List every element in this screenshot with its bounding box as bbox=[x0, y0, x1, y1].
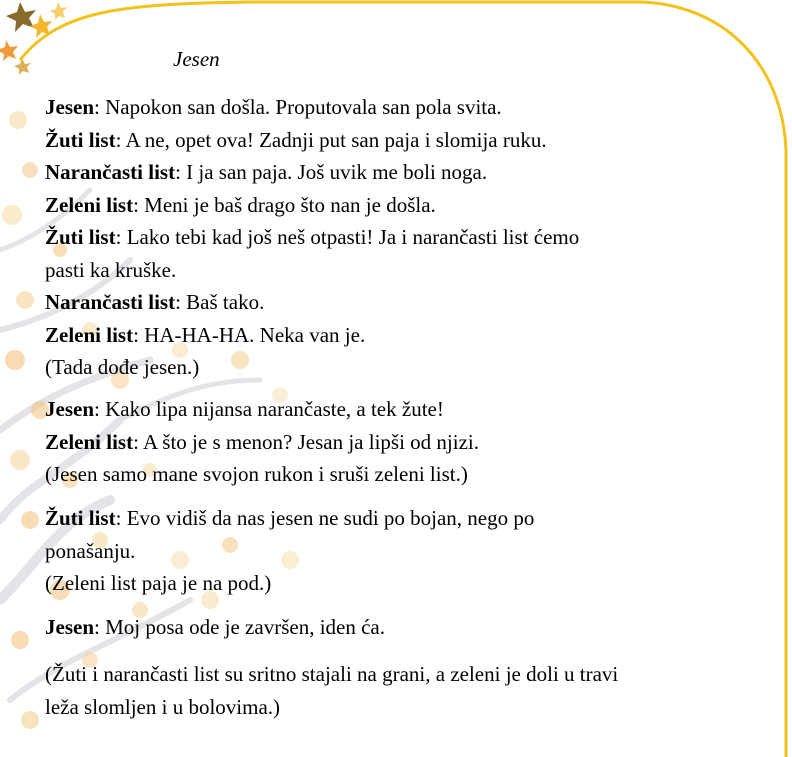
line-text: : HA-HA-HA. Neka van je. bbox=[133, 322, 366, 347]
speaker-name: Jesen bbox=[45, 615, 94, 639]
dialogue-line bbox=[45, 502, 765, 535]
line-text: pasti ka kruške. bbox=[45, 257, 177, 282]
line-text: leža slomljen i u bolovima.) bbox=[45, 694, 281, 719]
line-text: : A što je s menon? Jesan ja lipši od njizi. bbox=[133, 429, 479, 454]
speaker-name: Žuti list bbox=[45, 225, 116, 249]
dialogue-line bbox=[45, 351, 765, 384]
speaker-name: Žuti list bbox=[45, 127, 116, 152]
line-text: (Tada dođe jesen.) bbox=[45, 355, 200, 379]
dialogue-line bbox=[45, 426, 765, 459]
line-text: : Napokon san došla. Proputovala san pola svita. bbox=[94, 95, 502, 119]
dialogue-line bbox=[45, 319, 765, 352]
speaker-name: Zeleni list bbox=[45, 322, 134, 347]
speaker-name: Narančasti list bbox=[45, 290, 176, 314]
dialogue-line bbox=[45, 691, 765, 724]
dialogue-line bbox=[45, 254, 765, 287]
dialogue-line bbox=[45, 567, 765, 600]
stanza bbox=[45, 658, 765, 723]
dialogue-line bbox=[45, 189, 765, 222]
dialogue-line bbox=[45, 535, 765, 568]
line-text: (Žuti i narančasti list su sritno stajali na grani, a zeleni je doli u travi bbox=[45, 662, 619, 686]
speaker-name: Žuti list bbox=[45, 506, 116, 530]
line-text: : Moj posa ode je završen, iden ća. bbox=[94, 615, 385, 639]
line-text: : Meni je baš drago što nan je došla. bbox=[133, 192, 436, 217]
stanza bbox=[45, 611, 765, 644]
stanza bbox=[45, 393, 765, 491]
dialogue-line bbox=[45, 286, 765, 319]
dialogue-line bbox=[45, 658, 765, 691]
line-text: : I ja san paja. Još uvik me boli noga. bbox=[175, 160, 488, 184]
stanza bbox=[45, 91, 765, 384]
line-text: : Kako lipa nijansa narančaste, a tek žute! bbox=[94, 397, 444, 421]
autumn-leaves-cluster bbox=[0, 2, 67, 75]
dialogue-line bbox=[45, 393, 765, 426]
line-text: : A ne, opet ova! Zadnji put san paja i slomija ruku. bbox=[115, 127, 547, 152]
speaker-name: Zeleni list bbox=[45, 429, 134, 454]
line-text: ponašanju. bbox=[45, 538, 136, 563]
dialogue-line bbox=[45, 221, 765, 254]
stanza bbox=[45, 502, 765, 600]
speaker-name: Zeleni list bbox=[45, 192, 134, 217]
line-text: (Zeleni list paja je na pod.) bbox=[45, 571, 272, 595]
line-text: : Evo vidiš da nas jesen ne sudi po bojan, nego po bbox=[115, 506, 535, 530]
line-text: : Lako tebi kad još neš otpasti! Ja i narančasti list ćemo bbox=[115, 225, 580, 249]
document-title: Jesen bbox=[173, 47, 220, 71]
dialogue-line bbox=[45, 458, 765, 491]
speaker-name: Jesen bbox=[45, 95, 94, 119]
dialogue-line bbox=[45, 91, 765, 124]
speaker-name: Jesen bbox=[45, 397, 94, 421]
line-text: (Jesen samo mane svojon rukon i sruši zeleni list.) bbox=[45, 462, 468, 486]
speaker-name: Narančasti list bbox=[45, 160, 176, 184]
dialogue-line bbox=[45, 124, 765, 157]
dialogue-line bbox=[45, 611, 765, 644]
dialogue-line bbox=[45, 156, 765, 189]
line-text: : Baš tako. bbox=[175, 290, 265, 314]
